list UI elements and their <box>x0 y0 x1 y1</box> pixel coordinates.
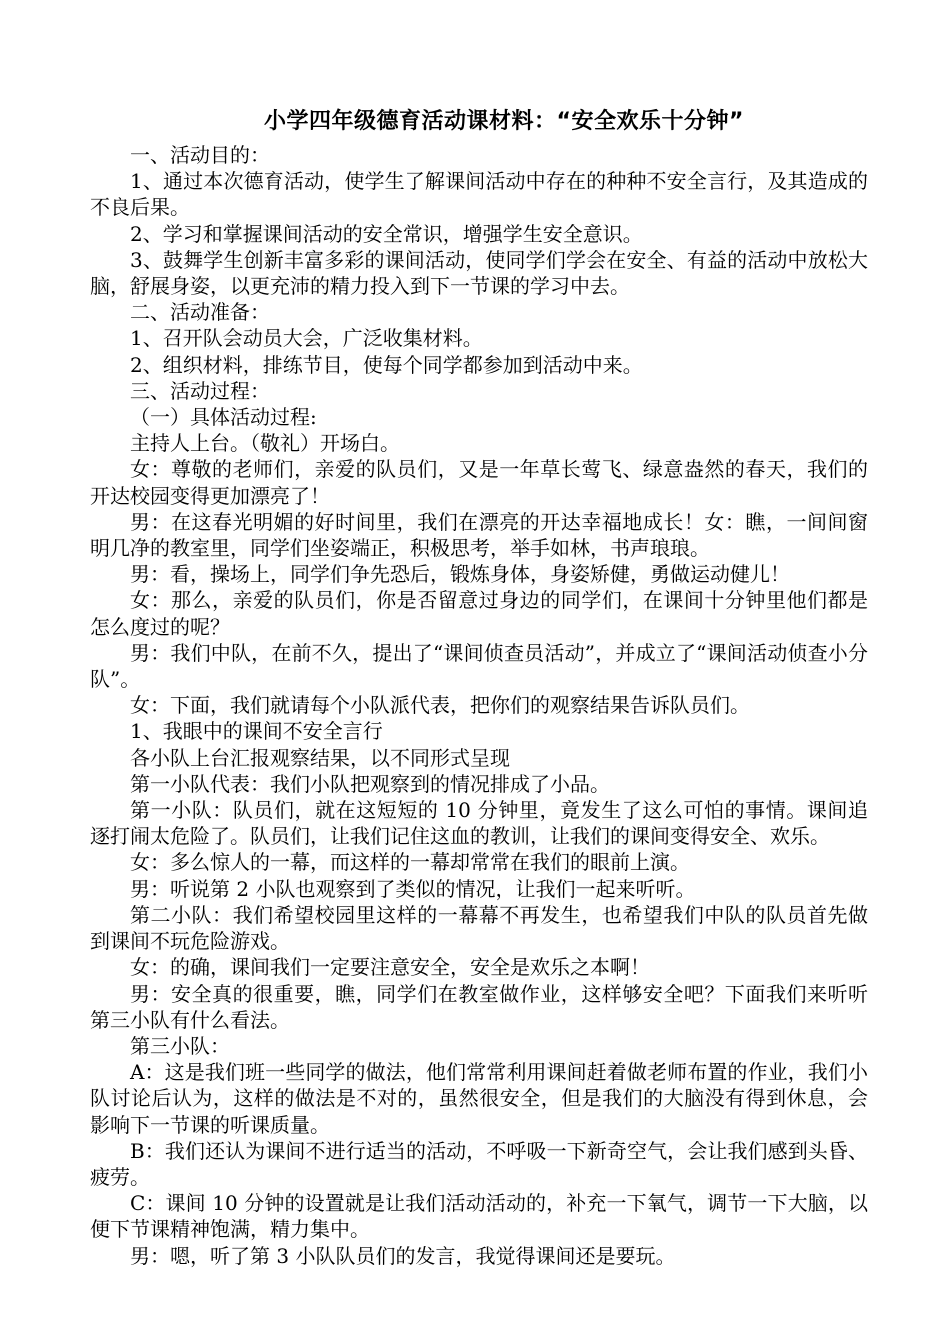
body-paragraph: 2、组织材料，排练节目，使每个同学都参加到活动中来。 <box>130 352 643 377</box>
body-paragraph: 男：我们中队，在前不久，提出了“课间侦查员活动”，并成立了“课间活动侦查小分队”。 <box>90 640 868 692</box>
body-paragraph: （一）具体活动过程: <box>130 405 317 430</box>
body-paragraph: C：课间 10 分钟的设置就是让我们活动活动的，补充一下氧气，调节一下大脑，以便下节课精神饱满，精力集中。 <box>90 1191 868 1242</box>
body-paragraph: 男：在这春光明媚的好时间里，我们在漂亮的开达幸福地成长！女：瞧，一间间窗明几净的教室里，同学们坐姿端正，积极思考，举手如林，书声琅琅。 <box>90 509 868 561</box>
document-title: 小学四年级德育活动课材料：“安全欢乐十分钟” <box>264 109 744 134</box>
body-paragraph: 女：的确，课间我们一定要注意安全，安全是欢乐之本啊！ <box>130 955 650 980</box>
body-paragraph: 男：嗯，听了第 3 小队队员们的发言，我觉得课间还是要玩。 <box>130 1243 676 1268</box>
body-paragraph: 男：安全真的很重要，瞧，同学们在教室做作业，这样够安全吧？下面我们来听听第三小队有什么看法。 <box>90 981 868 1032</box>
body-paragraph: 1、召开队会动员大会，广泛收集材料。 <box>130 326 483 351</box>
body-paragraph: 主持人上台。（敬礼）开场白。 <box>130 431 400 456</box>
body-paragraph: 三、活动过程： <box>130 378 270 403</box>
body-paragraph: 各小队上台汇报观察结果，以不同形式呈现 <box>130 745 510 770</box>
body-paragraph: 一、活动目的： <box>130 143 270 167</box>
body-paragraph: 1、我眼中的课间不安全言行 <box>130 719 383 744</box>
body-paragraph: 女：那么，亲爱的队员们，你是否留意过身边的同学们，在课间十分钟里他们都是怎么度过的呢？ <box>90 588 868 639</box>
body-paragraph: 女：尊敬的老师们，亲爱的队员们，又是一年草长莺飞、绿意盎然的春天，我们的开达校园变得更加漂亮了！ <box>90 457 868 508</box>
body-paragraph: 1、通过本次德育活动，使学生了解课间活动中存在的种种不安全言行，及其造成的不良后果。 <box>90 169 868 220</box>
body-paragraph: 男：看，操场上，同学们争先恐后，锻炼身体，身姿矫健，勇做运动健儿！ <box>130 562 790 587</box>
body-paragraph: B：我们还认为课间不进行适当的活动，不呼吸一下新奇空气，会让我们感到头昏、疲劳。 <box>90 1138 868 1189</box>
body-paragraph: A：这是我们班一些同学的做法，他们常常利用课间赶着做老师布置的作业，我们小队讨论后认为，这样的做法是不对的，虽然很安全，但是我们的大脑没有得到休息，会影响下一节课的听课质量。 <box>90 1060 868 1137</box>
body-paragraph: 3、鼓舞学生创新丰富多彩的课间活动，使同学们学会在安全、有益的活动中放松大脑，舒展身姿，以更充沛的精力投入到下一节课的学习中去。 <box>90 247 868 299</box>
body-paragraph: 第一小队：队员们，就在这短短的 10 分钟里，竟发生了这么可怕的事情。课间追逐打闹太危险了。队员们，让我们记住这血的教训，让我们的课间变得安全、欢乐。 <box>90 798 868 849</box>
body-paragraph: 第一小队代表：我们小队把观察到的情况排成了小品。 <box>130 771 610 796</box>
document-page <box>90 108 868 1269</box>
body-paragraph: 女：下面，我们就请每个小队派代表，把你们的观察结果告诉队员们。 <box>130 693 750 718</box>
body-paragraph: 第二小队：我们希望校园里这样的一幕幕不再发生，也希望我们中队的队员首先做到课间不玩危险游戏。 <box>90 902 868 954</box>
body-paragraph: 第三小队： <box>130 1033 230 1058</box>
body-paragraph: 2、学习和掌握课间活动的安全常识，增强学生安全意识。 <box>130 221 643 246</box>
document-body <box>90 142 868 1269</box>
body-paragraph: 女：多么惊人的一幕，而这样的一幕却常常在我们的眼前上演。 <box>130 850 690 875</box>
body-paragraph: 男：听说第 2 小队也观察到了类似的情况，让我们一起来听听。 <box>130 876 696 901</box>
body-paragraph: 二、活动准备： <box>130 300 270 325</box>
